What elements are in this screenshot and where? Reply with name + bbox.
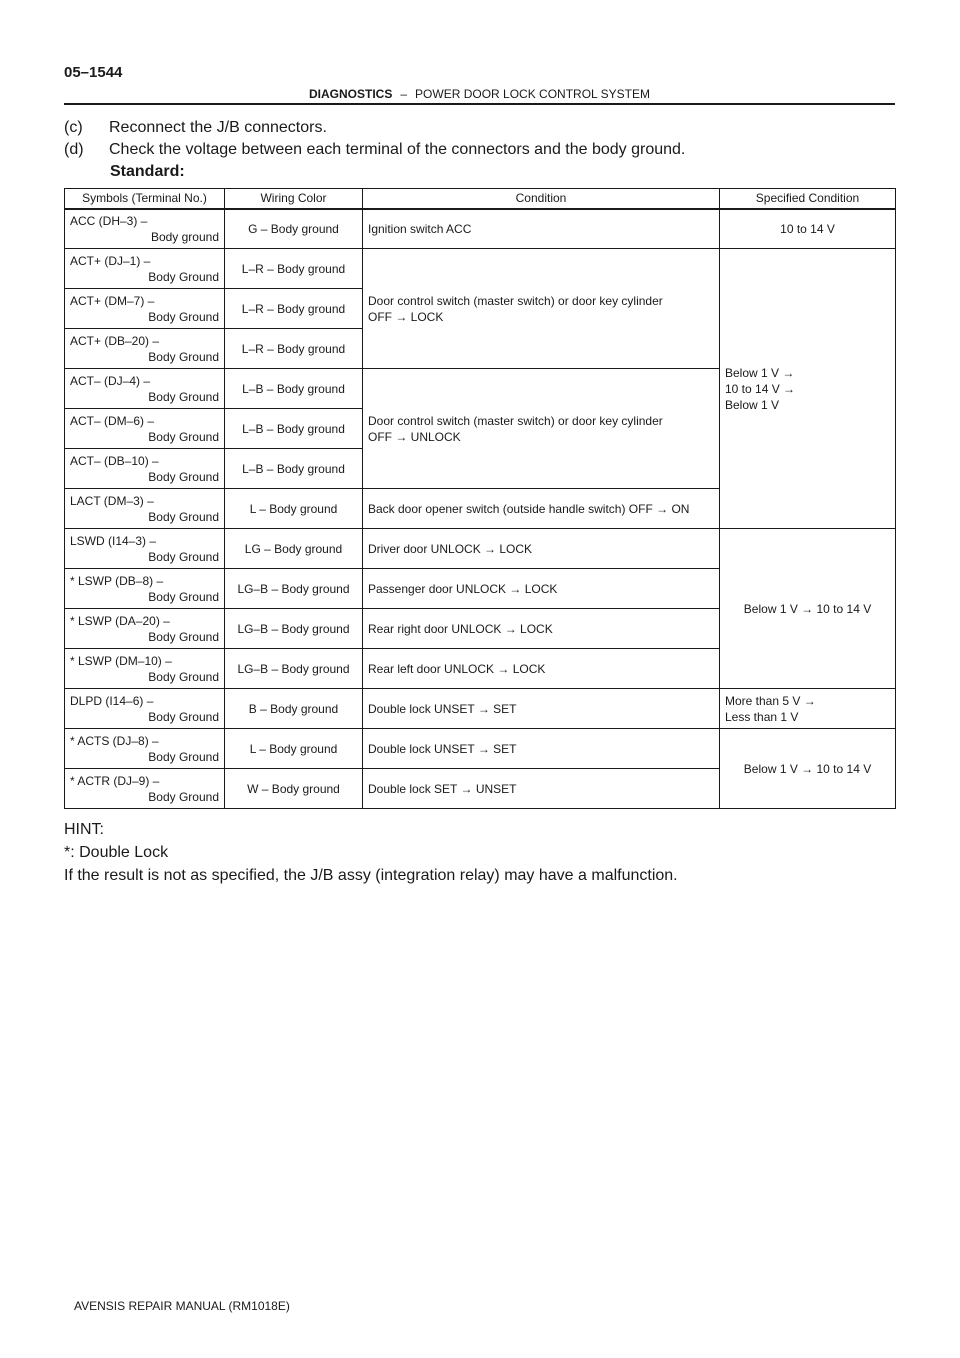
- symbol-cell: DLPD (I14–6) – Body Ground: [65, 689, 225, 729]
- step-text: Check the voltage between each terminal of the connectors and the body ground.: [109, 141, 686, 158]
- spec-cell: Below 1 V → 10 to 14 V → Below 1 V: [720, 249, 896, 529]
- step-text: Reconnect the J/B connectors.: [109, 119, 327, 136]
- wiring-cell: L–B – Body ground: [225, 369, 363, 409]
- hint-note: If the result is not as specified, the J/B assy (integration relay) may have a malfunction.: [64, 867, 678, 884]
- column-header-wiring-color: Wiring Color: [225, 189, 363, 209]
- table-row: [65, 249, 896, 289]
- wiring-cell: L–R – Body ground: [225, 249, 363, 289]
- step-c: [64, 117, 895, 139]
- table-header-row: [65, 189, 896, 209]
- table-row: [65, 209, 896, 249]
- symbol-cell: ACT– (DM–6) – Body Ground: [65, 409, 225, 449]
- wiring-cell: LG–B – Body ground: [225, 609, 363, 649]
- symbol-cell: ACC (DH–3) – Body ground: [65, 209, 225, 249]
- voltage-spec-table: [64, 188, 896, 809]
- wiring-cell: L–R – Body ground: [225, 289, 363, 329]
- condition-cell: Back door opener switch (outside handle switch) OFF → ON: [363, 489, 720, 529]
- spec-cell: Below 1 V → 10 to 14 V: [720, 729, 896, 809]
- hint-footnote: *: Double Lock: [64, 844, 169, 861]
- column-header-specified-condition: Specified Condition: [720, 189, 896, 209]
- spec-cell: More than 5 V → Less than 1 V: [720, 689, 896, 729]
- wiring-cell: B – Body ground: [225, 689, 363, 729]
- symbol-cell: * ACTR (DJ–9) – Body Ground: [65, 769, 225, 809]
- header-separator: –: [400, 87, 408, 101]
- section-header: [64, 87, 895, 105]
- wiring-cell: LG–B – Body ground: [225, 649, 363, 689]
- condition-cell: Passenger door UNLOCK → LOCK: [363, 569, 720, 609]
- section-title: DIAGNOSTICS: [309, 87, 393, 101]
- symbol-cell: ACT– (DB–10) – Body Ground: [65, 449, 225, 489]
- standard-label: Standard:: [110, 163, 185, 180]
- symbol-cell: * LSWP (DA–20) – Body Ground: [65, 609, 225, 649]
- wiring-cell: L – Body ground: [225, 729, 363, 769]
- wiring-cell: LG–B – Body ground: [225, 569, 363, 609]
- subsection-title: POWER DOOR LOCK CONTROL SYSTEM: [415, 87, 650, 101]
- step-letter: (c): [64, 119, 83, 136]
- condition-cell: Rear left door UNLOCK → LOCK: [363, 649, 720, 689]
- step-d: [64, 139, 895, 161]
- manual-footer: AVENSIS REPAIR MANUAL (RM1018E): [74, 1299, 290, 1313]
- procedure-steps: [64, 117, 895, 161]
- symbol-cell: * LSWP (DM–10) – Body Ground: [65, 649, 225, 689]
- symbol-cell: LSWD (I14–3) – Body Ground: [65, 529, 225, 569]
- spec-cell: Below 1 V → 10 to 14 V: [720, 529, 896, 689]
- symbol-cell: ACT– (DJ–4) – Body Ground: [65, 369, 225, 409]
- wiring-cell: LG – Body ground: [225, 529, 363, 569]
- spec-cell: 10 to 14 V: [720, 209, 896, 249]
- wiring-cell: L–B – Body ground: [225, 449, 363, 489]
- table-row: [65, 729, 896, 769]
- symbol-cell: * LSWP (DB–8) – Body Ground: [65, 569, 225, 609]
- table-row: [65, 689, 896, 729]
- column-header-condition: Condition: [363, 189, 720, 209]
- symbol-cell: ACT+ (DJ–1) – Body Ground: [65, 249, 225, 289]
- column-header-symbols: Symbols (Terminal No.): [65, 189, 225, 209]
- symbol-cell: LACT (DM–3) – Body Ground: [65, 489, 225, 529]
- wiring-cell: L–B – Body ground: [225, 409, 363, 449]
- symbol-cell: * ACTS (DJ–8) – Body Ground: [65, 729, 225, 769]
- wiring-cell: L – Body ground: [225, 489, 363, 529]
- step-letter: (d): [64, 141, 84, 158]
- condition-cell: Double lock SET → UNSET: [363, 769, 720, 809]
- condition-cell: Rear right door UNLOCK → LOCK: [363, 609, 720, 649]
- table-row: [65, 529, 896, 569]
- page-number: 05–1544: [64, 64, 123, 81]
- condition-cell: Door control switch (master switch) or door key cylinder OFF → UNLOCK: [363, 369, 720, 489]
- wiring-cell: L–R – Body ground: [225, 329, 363, 369]
- symbol-cell: ACT+ (DB–20) – Body Ground: [65, 329, 225, 369]
- symbol-cell: ACT+ (DM–7) – Body Ground: [65, 289, 225, 329]
- condition-cell: Ignition switch ACC: [363, 209, 720, 249]
- condition-cell: Double lock UNSET → SET: [363, 729, 720, 769]
- condition-cell: Driver door UNLOCK → LOCK: [363, 529, 720, 569]
- condition-cell: Door control switch (master switch) or door key cylinder OFF → LOCK: [363, 249, 720, 369]
- condition-cell: Double lock UNSET → SET: [363, 689, 720, 729]
- hint-title: HINT:: [64, 821, 104, 838]
- wiring-cell: W – Body ground: [225, 769, 363, 809]
- wiring-cell: G – Body ground: [225, 209, 363, 249]
